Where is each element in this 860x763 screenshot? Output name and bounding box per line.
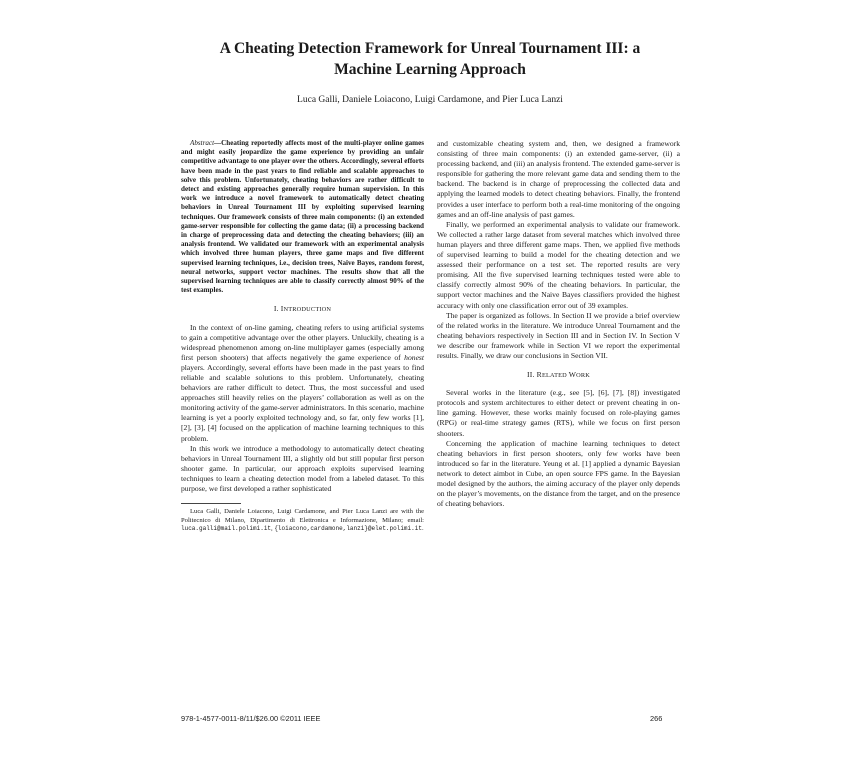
section-2-head-first-2: W [568,370,577,380]
author-footnote [181,508,424,534]
right-column [437,139,680,509]
footnote-email-2[interactable]: {loiacono,cardamone,lanzi}@elet.polimi.it [274,525,422,533]
section-1-head-first: I [280,304,284,314]
section-2-head-rest: ORK [576,372,590,380]
abstract-lead: Abstract [190,139,215,147]
abstract-dash: — [214,139,222,147]
footnote-separator: , [271,525,275,533]
footnote-email-1[interactable]: luca.galli@mail.polimi.it [181,525,272,533]
paper-title-line-2: Machine Learning Approach [334,61,526,78]
related-paragraph-1: Several works in the literature (e.g., see [5], [6], [7], [8]) investigated protocols and system architectures to either detect or prevent cheating in on-line gaming. However, these works mainly focused on role-playing games (RPG) or real-time strategy games (RTS), while we focus on first person shooters. [437,388,680,438]
intro-paragraph-3: Finally, we performed an experimental analysis to validate our framework. We collected a rather large dataset from several matches which involved three human players and three different game maps. Then, we applied five methods of supervised learning to build a model for the cheating detection and we assessed their performance on a test set. The reported results are very promising. All the five supervised learning techniques tested were able to classify correctly almost 90% of the cheating behaviors. In particular, the support vector machines and the Naive Bayes classifiers provided the highest accuracy with only one classification error out of 39 examples. [437,219,680,310]
copyright-footer: 978-1-4577-0011-8/11/$26.00 ©2011 IEEE [181,714,321,723]
intro-p1-part-a: In the context of on-line gaming, cheating refers to using artificial systems to gain a competitive advantage over the other players. Unluckily, cheating is a widespread phenomenon among on-line multiplayer games (especially among first person shooters) that affects negatively the game experience of [181,322,424,362]
section-1-numeral: I. [273,304,279,314]
abstract [181,139,424,295]
intro-paragraph-2-continued: and customizable cheating system and, then, we designed a framework consisting of three main components: (i) an extended game-server, (ii) a processing backend, and (iii) an analysis frontend. The extended game-server is responsible for gathering the more relevant game data and sending them to the backend. The backend is in charge of preprocessing the collected data and applying the learned models to detect cheating behaviors. Finally, the frontend provides a user interface to perform both a real-time monitoring of the ongoing games and an off-line analysis of past games. [437,139,680,219]
footnote-end: . [421,525,424,533]
paper-title [60,38,800,80]
section-1-head-rest: NTRODUCTION [283,306,332,314]
intro-p1-emphasis: honest [404,352,424,362]
intro-paragraph-1 [181,323,424,444]
paper-title-line-1: A Cheating Detection Framework for Unreal Tournament III: a [219,40,641,57]
section-2-numeral: II. [527,370,535,380]
footnote-text: Luca Galli, Daniele Loiacono, Luigi Cardamone, and Pier Luca Lanzi are with the Politecnico di Milano, Dipartimento di Elettronica e Informazione, Milano; email: [181,508,424,524]
left-column [181,139,424,534]
intro-paragraph-2: In this work we introduce a methodology to automatically detect cheating behaviors in Unreal Tournament III, a slightly old but still popular first person shooter game. In particular, our approach exploits supervised learning techniques to learn a cheating detection model from a labeled dataset. To this purpose, we first developed a rather sophisticated [181,443,424,494]
page-number: 266 [650,714,663,723]
section-2-heading [437,370,680,381]
intro-p1-part-b: players. Accordingly, several efforts have been made in the past years to find reliable and scalable solutions to this problem. Unfortunately, cheating behaviors are rather difficult to detect. Thus, the most successful and used approaches still heavily relies on the players’ collaboration as well as on the monitoring activity of the game-server administrators. In this scenario, machine learning is yet a poorly exploited technology and, so far, only few works [1], [2], [3], [4] focused on the application of machine learning techniques to this problem. [181,362,424,443]
footnote-rule [181,503,241,504]
section-2-head-mid: ELATED [541,372,569,380]
paper-authors: Luca Galli, Daniele Loiacono, Luigi Cardamone, and Pier Luca Lanzi [297,95,563,105]
section-1-heading [181,304,424,315]
section-2-head-first: R [536,370,542,380]
intro-paragraph-4: The paper is organized as follows. In Section II we provide a brief overview of the related works in the literature. We introduce Unreal Tournament and the cheating behaviors respectively in Section III and in Section IV. In Section V we describe our framework while in Section VI we report the experimental results. Finally, we draw our conclusions in Section VII. [437,310,680,360]
related-paragraph-2: Concerning the application of machine learning techniques to detect cheating behaviors in first person shooters, only few works have been introduced so far in the literature. Yeung et al. [1] applied a dynamic Bayesian network to detect aimbot in Cube, an open source FPS game. In the Bayesian model designed by the authors, the aiming accuracy of the player only depends on the player’s movements, on the distance from the target, and on the presence of cheating behaviors. [437,438,680,509]
abstract-text: Cheating reportedly affects most of the multi-player online games and might easily jeopardize the game experience by providing an unfair competitive advantage to one player over the others. Accordingly, several efforts have been made in the past years to find reliable and scalable approaches to solve this problem. Unfortunately, cheating behaviors are rather difficult to detect and existing approaches generally require human supervision. In this work we introduce a novel framework to automatically detect cheating behaviors in Unreal Tournament III by exploiting supervised learning techniques. Our framework consists of three main components: (i) an extended game-server responsible for collecting the game data; (ii) a processing backend in charge of preprocessing data and detecting the cheating behaviors; (iii) an analysis frontend. We validated our framework with an experimental analysis which involved three human players, three game maps and five different supervised learning techniques, i.e., decision trees, Naive Bayes, random forest, neural networks, support vector machines. The results show that all the supervised learning techniques are able to classify correctly almost 90% of the test examples. [181,139,424,295]
